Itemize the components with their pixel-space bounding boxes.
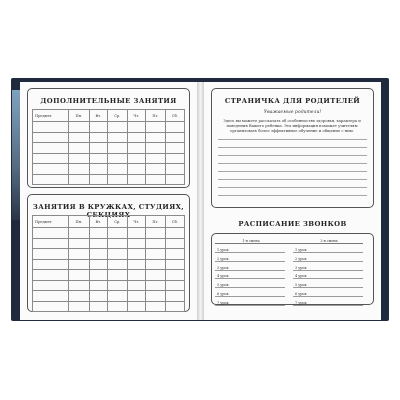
writing-line — [218, 179, 367, 180]
table-row — [33, 280, 185, 291]
parents-title: СТРАНИЧКА ДЛЯ РОДИТЕЛЕЙ — [224, 97, 361, 105]
writing-line — [218, 195, 367, 196]
col-mon: Пн. — [69, 110, 90, 122]
table-row — [33, 164, 185, 175]
table-row — [33, 270, 185, 281]
col-fri: Пт. — [146, 216, 166, 228]
col-mon: Пн. — [69, 216, 90, 228]
parents-frame — [211, 88, 374, 208]
lesson-label: 2 урок — [293, 252, 317, 261]
lesson-label: 1 урок — [293, 243, 317, 252]
bells-title: РАСПИСАНИЕ ЗВОНКОВ — [238, 220, 347, 228]
col-subject: Предмет — [33, 216, 69, 228]
table-row — [33, 174, 185, 185]
writing-line — [218, 155, 367, 156]
col-wed: Ср. — [108, 110, 127, 122]
writing-line — [218, 187, 367, 188]
extra-lessons-title: ДОПОЛНИТЕЛЬНЫЕ ЗАНЯТИЯ — [40, 97, 177, 105]
lesson-label: 7 урок — [293, 297, 317, 306]
col-sat: Сб. — [165, 110, 184, 122]
writing-line — [218, 163, 367, 164]
col-thu: Чт. — [127, 110, 146, 122]
lesson-label: 6 урок — [293, 288, 317, 297]
lesson-label: 6 урок — [215, 288, 239, 297]
table-row — [33, 291, 185, 302]
clubs-title: ЗАНЯТИЯ В КРУЖКАХ, СТУДИЯХ, СЕКЦИЯХ — [32, 203, 185, 219]
lesson-label: 3 урок — [293, 261, 317, 270]
left-page — [20, 82, 197, 320]
lesson-label: 5 урок — [293, 279, 317, 288]
table-row — [33, 228, 185, 239]
table-row — [33, 132, 185, 143]
col-fri: Пт. — [146, 110, 166, 122]
table-row — [33, 249, 185, 260]
table-row — [215, 243, 363, 252]
table-row — [215, 252, 363, 261]
table-header-row — [33, 216, 185, 228]
bells-table — [215, 235, 363, 306]
col-subject: Предмет — [33, 110, 69, 122]
parents-paragraph: Здесь вы можете рассказать об особенностях здоровья, характера и поведения Вашего ребенка. Эта информация поможет учителям организовать более эффективное обучение и общение с ним. — [223, 118, 361, 133]
lesson-label: 2 урок — [215, 252, 239, 261]
lesson-label: 5 урок — [215, 279, 239, 288]
writing-line — [218, 147, 367, 148]
col-tue: Вт. — [89, 110, 107, 122]
table-row — [33, 143, 185, 154]
clubs-table — [32, 215, 185, 312]
extra-lessons-table — [32, 109, 185, 185]
table-row — [33, 153, 185, 164]
table-header-row — [33, 110, 185, 122]
shift2-label: 2-я смена — [293, 235, 363, 243]
shift1-label: 1-я смена — [215, 235, 285, 243]
lesson-label: 4 урок — [215, 270, 239, 279]
table-row — [33, 301, 185, 312]
table-row — [215, 297, 363, 306]
right-page — [204, 82, 381, 320]
table-row — [215, 279, 363, 288]
book-spine — [197, 82, 204, 320]
col-tue: Вт. — [89, 216, 107, 228]
lesson-label: 1 урок — [215, 243, 239, 252]
table-row — [215, 270, 363, 279]
table-row — [33, 122, 185, 133]
parents-greeting: Уважаемые родители! — [263, 110, 322, 115]
table-row — [33, 238, 185, 249]
table-row — [215, 288, 363, 297]
col-wed: Ср. — [108, 216, 127, 228]
lesson-label: 3 урок — [215, 261, 239, 270]
bells-header-row — [215, 235, 363, 243]
col-sat: Сб. — [165, 216, 184, 228]
lesson-label: 4 урок — [293, 270, 317, 279]
col-thu: Чт. — [127, 216, 146, 228]
lesson-label: 7 урок — [215, 297, 239, 306]
table-row — [33, 259, 185, 270]
table-row — [215, 261, 363, 270]
writing-line — [218, 171, 367, 172]
writing-line — [218, 139, 367, 140]
